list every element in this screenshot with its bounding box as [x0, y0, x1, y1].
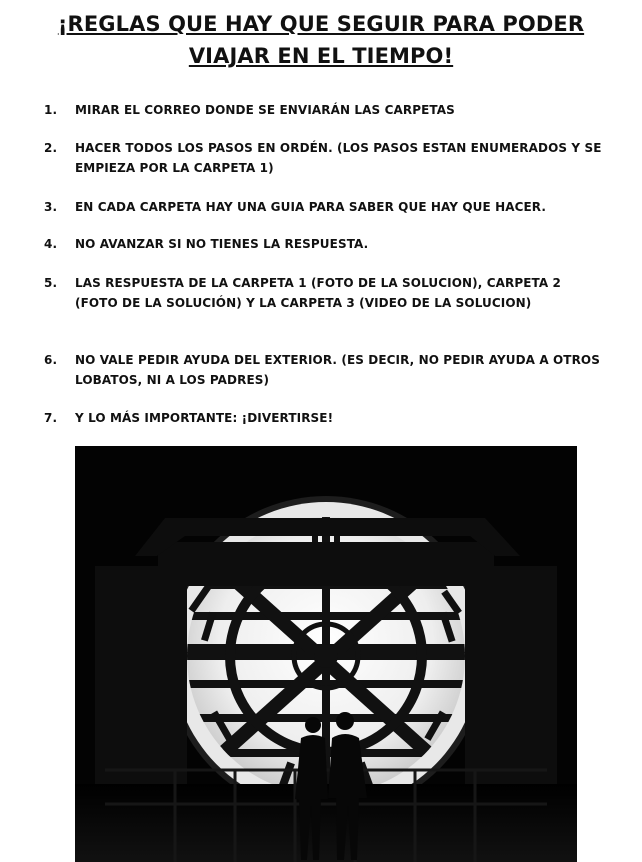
rule-number: 6.: [44, 353, 58, 367]
rule-number: 3.: [44, 200, 58, 214]
rule-number: 7.: [44, 411, 58, 425]
rule-item-5: [44, 273, 604, 313]
rule-item-6: [44, 350, 604, 390]
rule-number: 4.: [44, 237, 58, 251]
clock-photo: [75, 446, 577, 862]
rule-item-2: [44, 138, 604, 178]
person-head: [336, 712, 354, 730]
rule-text: NO VALE PEDIR AYUDA DEL EXTERIOR. (ES DECIR, NO PEDIR AYUDA A OTROS LOBATOS, NI A LOS PADRES): [75, 353, 600, 387]
rule-item-4: [44, 234, 604, 254]
clock-center: [314, 644, 338, 668]
rule-text: HACER TODOS LOS PASOS EN ORDÉN. (LOS PASOS ESTAN ENUMERADOS Y SE EMPIEZA POR LA CARPETA 1): [75, 141, 602, 175]
rule-text: NO AVANZAR SI NO TIENES LA RESPUESTA.: [75, 237, 369, 251]
rule-number: 1.: [44, 103, 58, 117]
upper-beam: [158, 542, 494, 586]
rule-number: 2.: [44, 141, 58, 155]
rule-number: 5.: [44, 276, 58, 290]
rule-text: EN CADA CARPETA HAY UNA GUIA PARA SABER QUE HAY QUE HACER.: [75, 200, 547, 214]
rule-item-1: [44, 100, 604, 120]
page-title: ¡REGLAS QUE HAY QUE SEGUIR PARA PODER VIAJAR EN EL TIEMPO!: [57, 12, 585, 68]
rule-item-7: [44, 408, 604, 428]
clock-photo-icon: [75, 446, 577, 862]
rule-text: MIRAR EL CORREO DONDE SE ENVIARÁN LAS CARPETAS: [75, 103, 455, 117]
rule-text: LAS RESPUESTA DE LA CARPETA 1 (FOTO DE LA SOLUCION), CARPETA 2 (FOTO DE LA SOLUCIÓN) Y LA CARPETA 3 (VIDEO DE LA SOLUCION): [75, 276, 561, 310]
person-head: [305, 717, 321, 733]
rule-item-3: [44, 197, 604, 217]
rule-text: Y LO MÁS IMPORTANTE: ¡DIVERTIRSE!: [75, 411, 334, 425]
